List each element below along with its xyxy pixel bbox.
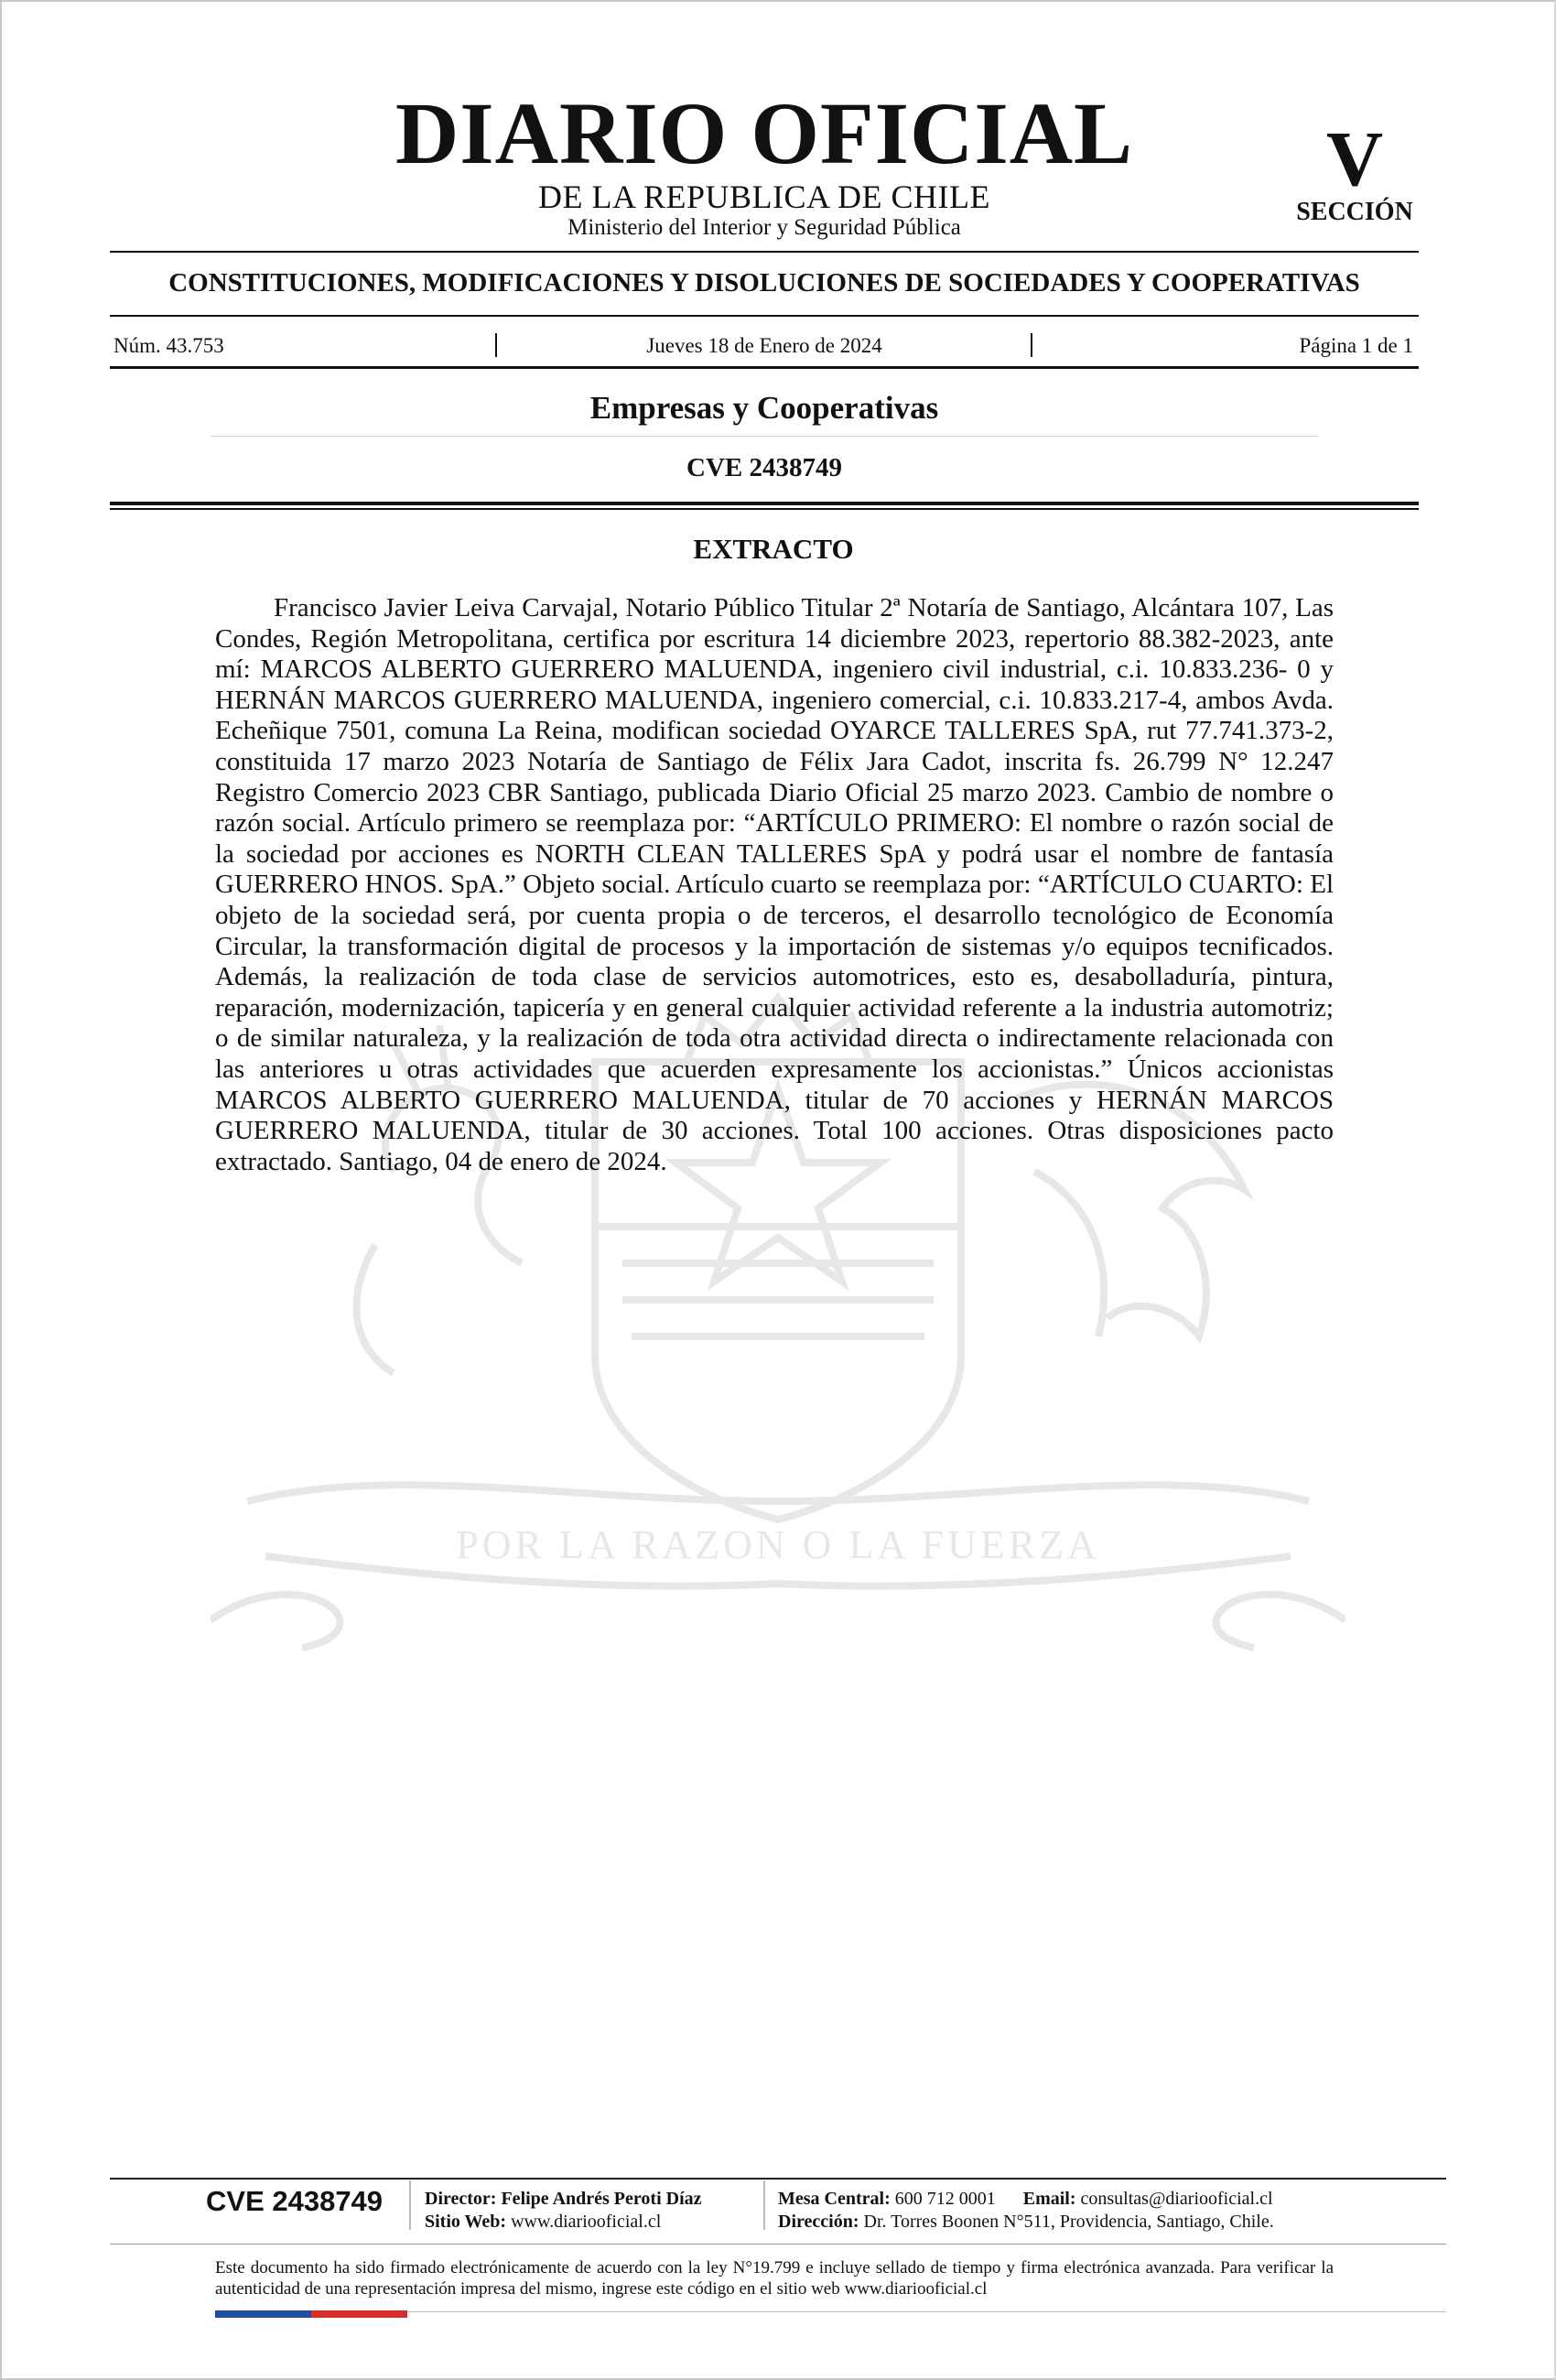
website-label: Sitio Web: — [425, 2212, 507, 2232]
meta-divider — [1031, 333, 1032, 357]
footer-bottom-rule — [407, 2311, 1446, 2312]
director-name: Felipe Andrés Peroti Díaz — [501, 2189, 702, 2209]
document-title: EXTRACTO — [693, 533, 854, 565]
footer-divider — [409, 2180, 411, 2230]
section-heading: Empresas y Cooperativas — [589, 390, 939, 426]
masthead-ministry: Ministerio del Interior y Seguridad Pública — [567, 215, 961, 240]
footer-verification-note: Este documento ha sido firmado electrónicamente de acuerdo con la ley N°19.799 e incluye sellado de tiempo y firma electrónica avanzada. Para verificar la autenticidad de una representación impresa del mismo, ingrese este código en el sitio web www.diariooficial.cl — [215, 2258, 1334, 2299]
section-letter: V — [1325, 114, 1384, 202]
footer-top-rule — [110, 2178, 1446, 2180]
masthead-rule — [110, 251, 1419, 253]
category-heading: CONSTITUCIONES, MODIFICACIONES Y DISOLUCIONES DE SOCIEDADES Y COOPERATIVAS — [168, 268, 1360, 298]
section-label: SECCIÓN — [1296, 198, 1413, 226]
issue-meta-row — [110, 333, 1419, 359]
footer-mid-rule — [110, 2244, 1446, 2245]
phone-label: Mesa Central: — [778, 2189, 891, 2209]
issue-number: Núm. 43.753 — [113, 334, 224, 357]
footer-cve-code: CVE 2438749 — [206, 2185, 384, 2217]
flag-stripe-red — [311, 2310, 407, 2318]
footer-website — [425, 2212, 661, 2231]
address-value: Dr. Torres Boonen N°511, Providencia, Santiago, Chile. — [863, 2212, 1274, 2232]
address-label: Dirección: — [778, 2212, 859, 2232]
section-divider — [211, 436, 1318, 437]
meta-rule — [110, 366, 1419, 369]
director-label: Director: — [425, 2189, 497, 2209]
page-count: Página 1 de 1 — [1299, 334, 1413, 357]
email-label: Email: — [1022, 2189, 1076, 2209]
footer-divider — [763, 2180, 765, 2230]
cve-code: CVE 2438749 — [686, 453, 842, 482]
watermark-motto: POR LA RAZON O LA FUERZA — [456, 1522, 1100, 1567]
footer-address — [778, 2212, 1274, 2231]
masthead-title: DIARIO OFICIAL — [394, 84, 1134, 182]
email-link[interactable]: consultas@diariooficial.cl — [1080, 2189, 1273, 2209]
footer-contact — [778, 2190, 1273, 2208]
header-double-rule-bottom — [110, 508, 1419, 510]
header-double-rule-top — [110, 502, 1419, 505]
footer-director — [425, 2190, 702, 2208]
phone-value: 600 712 0001 — [894, 2189, 996, 2209]
masthead-subtitle: DE LA REPUBLICA DE CHILE — [538, 178, 990, 215]
website-link[interactable]: www.diariooficial.cl — [511, 2212, 662, 2232]
flag-stripe-blue — [215, 2310, 311, 2318]
issue-date: Jueves 18 de Enero de 2024 — [646, 334, 882, 357]
document-body: Francisco Javier Leiva Carvajal, Notario Público Titular 2ª Notaría de Santiago, Alcántara 107, Las Condes, Región Metropolitana, certifica por escritura 14 diciembre 2023, repertorio 88.382-2023, ante mí: MARCOS ALBERTO GUERRERO MALUENDA, ingeniero civil industrial, c.i. 10.833.236- 0 y HERNÁN MARCOS GUERRERO MALUENDA, ingeniero comercial, c.i. 10.833.217-4, ambos Avda. Echeñique 7501, comuna La Reina, modifican sociedad OYARCE TALLERES SpA, rut 77.741.373-2, constituida 17 marzo 2023 Notaría de Santiago de Félix Jara Cadot, inscrita fs. 26.799 N° 12.247 Registro Comercio 2023 CBR Santiago, publicada Diario Oficial 25 marzo 2023. Cambio de nombre o razón social. Artículo primero se reemplaza por: “ARTÍCULO PRIMERO: El nombre o razón social de la sociedad por acciones es NORTH CLEAN TALLERES SpA y podrá usar el nombre de fantasía GUERRERO HNOS. SpA.” Objeto social. Artículo cuarto se reemplaza por: “ARTÍCULO CUARTO: El objeto de la sociedad será, por cuenta propia o de terceros, el desarrollo tecnológico de Economía Circular, la transformación digital de procesos y la importación de sistemas y/o equipos tecnificados. Además, la realización de toda clase de servicios automotrices, esto es, desabolladuría, pintura, reparación, modernización, tapicería y en general cualquier actividad referente a la industria automotriz; o de similar naturaleza, y la realización de toda otra actividad directa o indirectamente relacionada con las anteriores u otras actividades que acuerden expresamente los accionistas.” Únicos accionistas MARCOS ALBERTO GUERRERO MALUENDA, titular de 70 acciones y HERNÁN MARCOS GUERRERO MALUENDA, titular de 30 acciones. Total 100 acciones. Otras disposiciones pacto extractado. Santiago, 04 de enero de 2024. — [215, 593, 1334, 1176]
category-rule — [110, 315, 1419, 317]
